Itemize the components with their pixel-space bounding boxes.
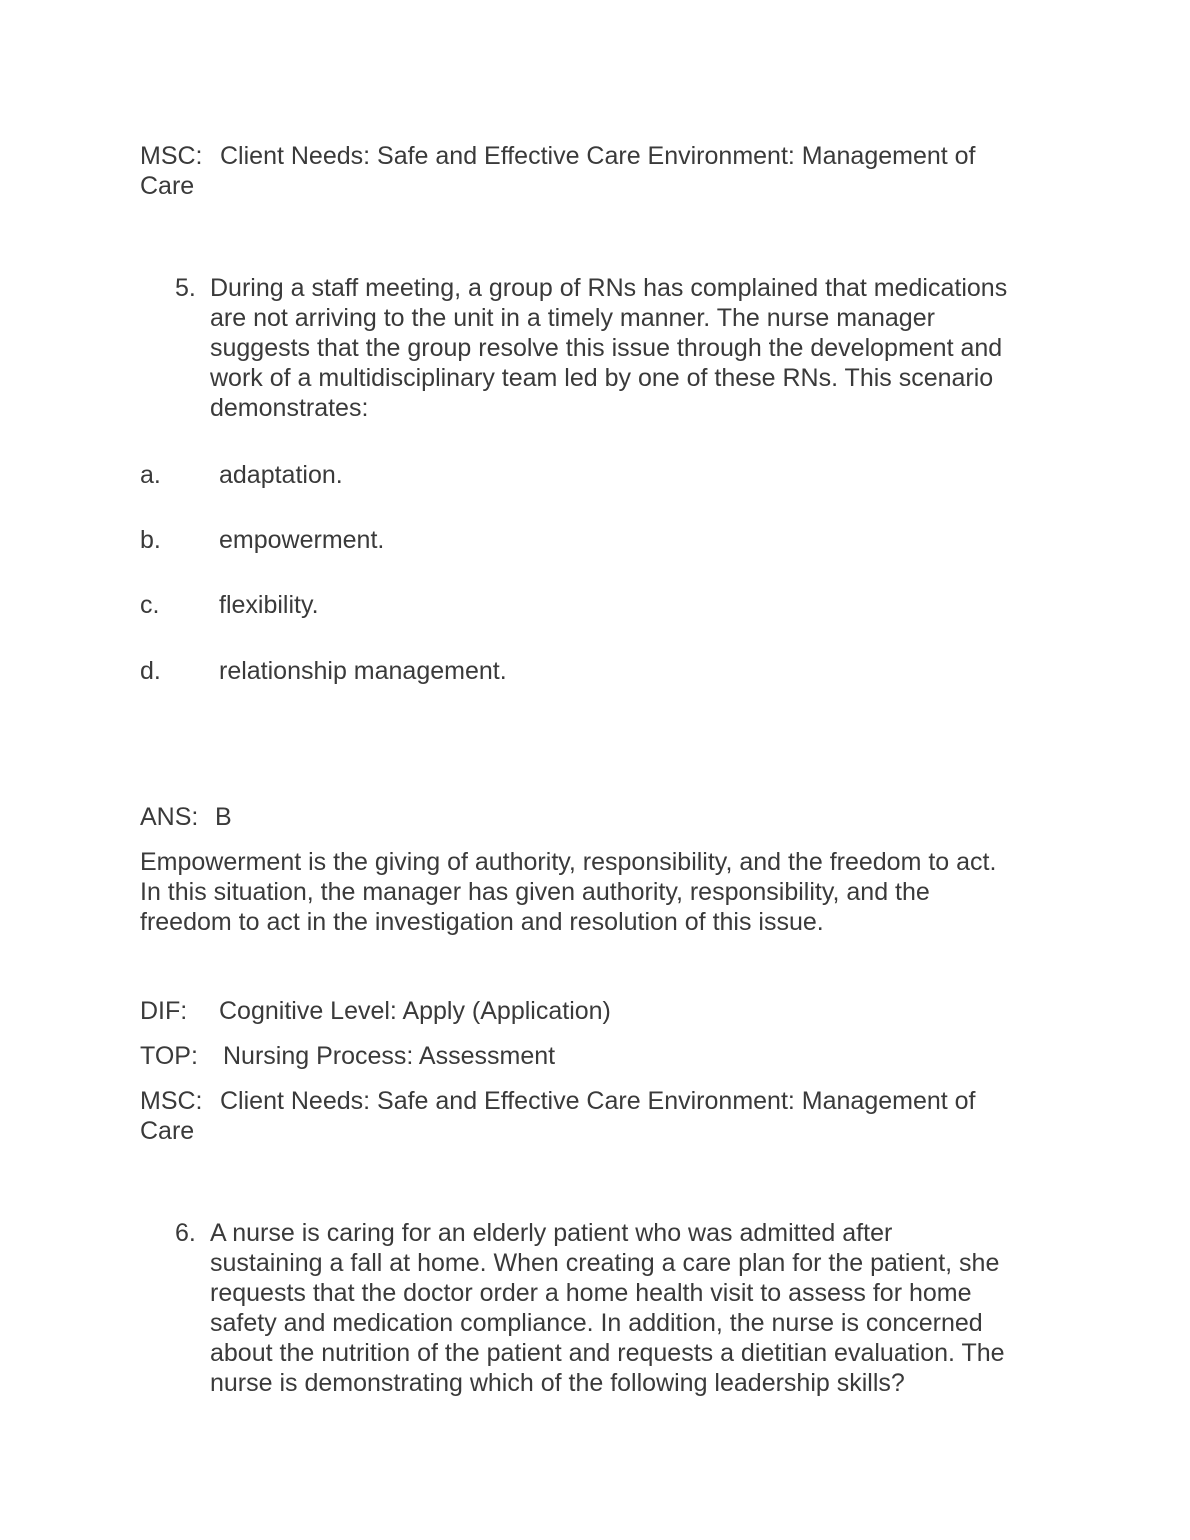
rationale-line: Empowerment is the giving of authority, responsibility, and the freedom to act. bbox=[140, 848, 997, 876]
rationale-line: freedom to act in the investigation and resolution of this issue. bbox=[140, 908, 824, 936]
rationale bbox=[140, 847, 1060, 937]
top-value: Nursing Process: Assessment bbox=[223, 1042, 556, 1070]
option-d-letter: d. bbox=[140, 657, 161, 685]
option-c-letter: c. bbox=[140, 591, 160, 619]
option-d-text: relationship management. bbox=[219, 657, 507, 685]
option-a-text: adaptation. bbox=[219, 461, 343, 489]
question-5-line: work of a multidisciplinary team led by one of these RNs. This scenario bbox=[210, 364, 994, 392]
question-6-text bbox=[210, 1218, 1070, 1398]
dif-label: DIF: bbox=[140, 997, 188, 1025]
msc-label: MSC: bbox=[140, 1087, 203, 1115]
question-5-line: suggests that the group resolve this issue through the development and bbox=[210, 334, 1003, 362]
msc-top-label: MSC: bbox=[140, 142, 203, 170]
question-5-line: are not arriving to the unit in a timely manner. The nurse manager bbox=[210, 304, 935, 332]
question-6-number: 6. bbox=[175, 1219, 196, 1247]
rationale-line: In this situation, the manager has given authority, responsibility, and the bbox=[140, 878, 930, 906]
option-b-text: empowerment. bbox=[219, 526, 385, 554]
question-6-line: requests that the doctor order a home health visit to assess for home bbox=[210, 1279, 972, 1307]
question-6-line: sustaining a fall at home. When creating a care plan for the patient, she bbox=[210, 1249, 1000, 1277]
question-6-line: safety and medication compliance. In addition, the nurse is concerned bbox=[210, 1309, 983, 1337]
question-5-line: demonstrates: bbox=[210, 394, 369, 422]
question-5-text bbox=[210, 273, 1070, 423]
question-6-line: about the nutrition of the patient and requests a dietitian evaluation. The bbox=[210, 1339, 1005, 1367]
msc-top-line2: Care bbox=[140, 172, 195, 200]
msc-line2: Care bbox=[140, 1117, 195, 1145]
dif-value: Cognitive Level: Apply (Application) bbox=[219, 997, 611, 1025]
msc-top-line1: Client Needs: Safe and Effective Care Environment: Management of bbox=[220, 142, 976, 170]
option-c-text: flexibility. bbox=[219, 591, 319, 619]
top-label: TOP: bbox=[140, 1042, 198, 1070]
answer-value: B bbox=[215, 803, 232, 831]
msc-line1: Client Needs: Safe and Effective Care Environment: Management of bbox=[220, 1087, 976, 1115]
answer-label: ANS: bbox=[140, 803, 199, 831]
option-b-letter: b. bbox=[140, 526, 161, 554]
question-6-line: A nurse is caring for an elderly patient who was admitted after bbox=[210, 1219, 893, 1247]
question-5-number: 5. bbox=[175, 274, 196, 302]
option-a-letter: a. bbox=[140, 461, 161, 489]
question-5-line: During a staff meeting, a group of RNs has complained that medications bbox=[210, 274, 1008, 302]
question-6-line: nurse is demonstrating which of the following leadership skills? bbox=[210, 1369, 905, 1397]
